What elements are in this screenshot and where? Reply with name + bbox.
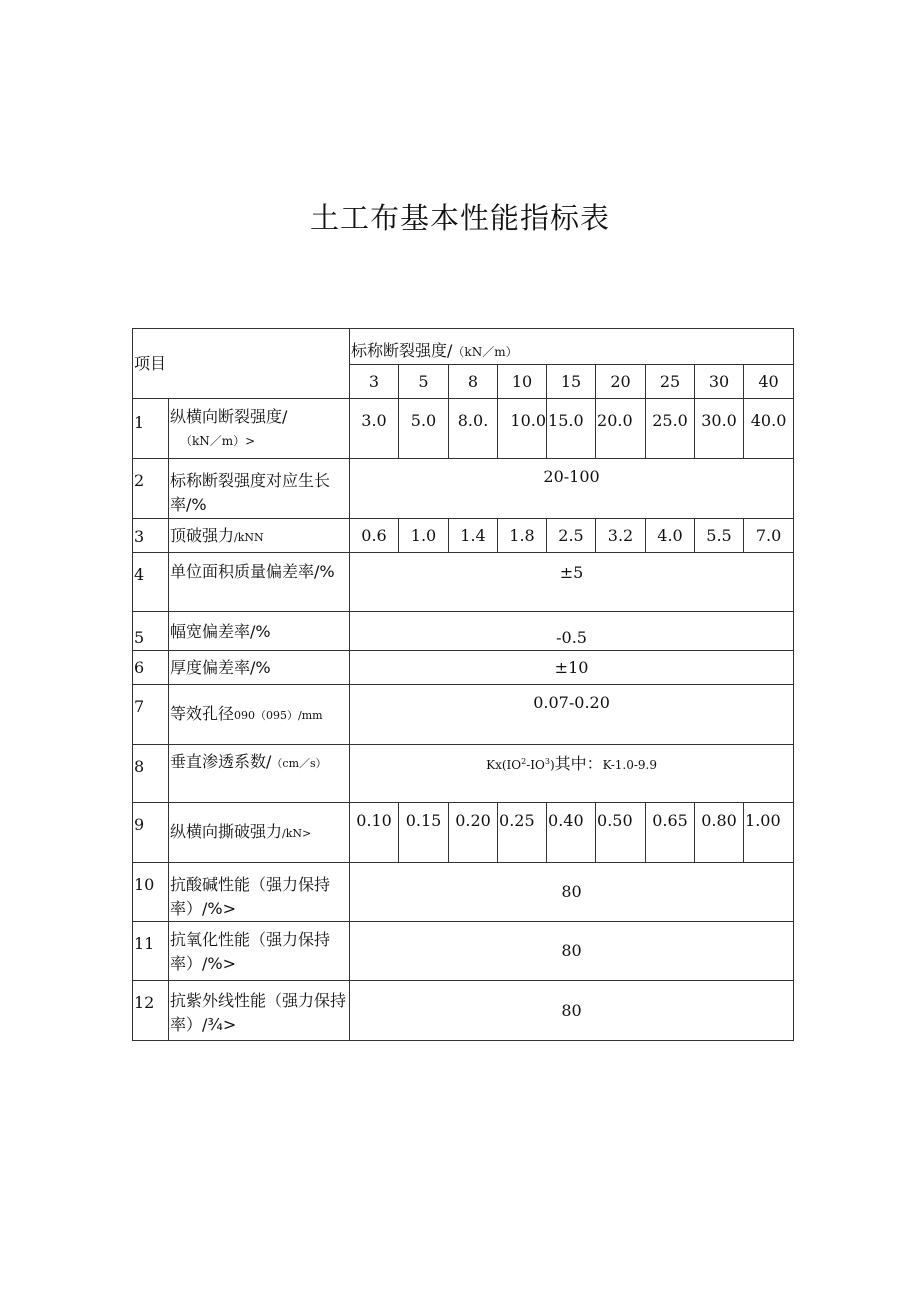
header-column: 10 — [498, 365, 547, 399]
row-value: 25.0 — [646, 399, 695, 459]
row-value: 80 — [350, 981, 794, 1041]
table-row — [133, 922, 794, 981]
row-index: 6 — [133, 651, 169, 685]
row-value: 40.0 — [744, 399, 794, 459]
row-index: 11 — [133, 922, 169, 981]
table-row — [133, 685, 794, 745]
row-value: 1.8 — [498, 519, 547, 553]
table-row — [133, 803, 794, 863]
row-name-unit: /kN> — [282, 827, 312, 840]
row-value: 8.0. — [449, 399, 498, 459]
row-value: -0.5 — [350, 612, 794, 651]
row-name-cell — [169, 519, 350, 553]
row-index: 5 — [133, 612, 169, 651]
row-name: 抗氧化性能（强力保持率）/%> — [169, 922, 350, 981]
row-index: 2 — [133, 459, 169, 519]
header-column: 25 — [646, 365, 695, 399]
table-row — [133, 745, 794, 803]
row-index: 12 — [133, 981, 169, 1041]
row-name-cell — [169, 399, 350, 459]
row-index: 10 — [133, 863, 169, 922]
row-name: 标称断裂强度对应生长率/% — [169, 459, 350, 519]
header-group-unit: （kN／m） — [452, 345, 518, 359]
header-column: 15 — [547, 365, 596, 399]
row-name: 纵横向撕破强力 — [170, 822, 283, 841]
table-row — [133, 519, 794, 553]
row-name-unit: （cm／s） — [271, 757, 327, 770]
row-index: 1 — [133, 399, 169, 459]
row-value: 0.15 — [399, 803, 449, 863]
row-value: 5.0 — [399, 399, 449, 459]
row-name: 垂直渗透系数/ — [170, 752, 272, 771]
row-value: 0.65 — [646, 803, 695, 863]
row-value: 20-100 — [350, 459, 794, 519]
header-column: 8 — [449, 365, 498, 399]
table-row — [133, 981, 794, 1041]
row-index: 4 — [133, 553, 169, 612]
header-column: 30 — [695, 365, 744, 399]
row-name: 幅宽偏差率/% — [169, 612, 350, 651]
row-value: 0.20 — [449, 803, 498, 863]
row-name: 顶破强力 — [170, 526, 235, 545]
row-value: ±10 — [350, 651, 794, 685]
header-item-cell — [133, 329, 350, 399]
table-row — [133, 459, 794, 519]
row-value-formula: $Kx(IO^2-IO^3)$ — [486, 757, 555, 772]
table-row — [133, 399, 794, 459]
row-name: 等效孔径 — [170, 704, 235, 723]
row-value: 0.80 — [695, 803, 744, 863]
spec-table — [132, 328, 794, 1041]
row-name-cell — [169, 685, 350, 745]
row-name-cell — [169, 745, 350, 803]
row-value: 0.25 — [498, 803, 547, 863]
row-value: 0.40 — [547, 803, 596, 863]
row-name-cell — [169, 803, 350, 863]
row-name: 单位面积质量偏差率/% — [169, 553, 350, 612]
row-name-unit: /kNN — [234, 531, 264, 544]
row-value: 30.0 — [695, 399, 744, 459]
row-index: 9 — [133, 803, 169, 863]
row-value-note: 其中： — [554, 754, 603, 773]
table-row — [133, 553, 794, 612]
header-column: 20 — [596, 365, 646, 399]
row-value: 3.0 — [350, 399, 399, 459]
row-value: 1.00 — [744, 803, 794, 863]
row-value: ±5 — [350, 553, 794, 612]
table-row — [133, 863, 794, 922]
row-name-unit: 090（095）/mm — [234, 709, 323, 722]
table-row — [133, 612, 794, 651]
header-item-label: 项目 — [134, 353, 167, 373]
row-name: 纵横向断裂强度/ — [170, 407, 288, 426]
header-group-cell — [350, 329, 794, 365]
page-title: 土工布基本性能指标表 — [309, 201, 610, 235]
header-group-label: 标称断裂强度/ — [351, 341, 453, 360]
header-column: 40 — [744, 365, 794, 399]
row-value: 10.0 — [498, 399, 547, 459]
row-value: 4.0 — [646, 519, 695, 553]
header-column: 3 — [350, 365, 399, 399]
row-value: 80 — [350, 863, 794, 922]
row-value: 1.4 — [449, 519, 498, 553]
row-value: 3.2 — [596, 519, 646, 553]
row-index: 3 — [133, 519, 169, 553]
row-name: 抗紫外线性能（强力保持率）/¾> — [169, 981, 350, 1041]
row-value: 1.0 — [399, 519, 449, 553]
row-value: 0.6 — [350, 519, 399, 553]
row-index: 7 — [133, 685, 169, 745]
row-name: 厚度偏差率/% — [169, 651, 350, 685]
row-value: 2.5 — [547, 519, 596, 553]
row-value: 20.0 — [596, 399, 646, 459]
table-row — [133, 651, 794, 685]
row-value: 0.10 — [350, 803, 399, 863]
row-value-range: K-1.0-9.9 — [602, 758, 658, 772]
row-value: 0.07-0.20 — [350, 685, 794, 745]
row-value: 80 — [350, 922, 794, 981]
row-name-unit: （kN／m）> — [180, 434, 256, 448]
row-value: 5.5 — [695, 519, 744, 553]
row-name: 抗酸碱性能（强力保持率）/%> — [169, 863, 350, 922]
row-value: 15.0 — [547, 399, 596, 459]
row-value: 0.50 — [596, 803, 646, 863]
row-value-cell — [350, 745, 794, 803]
row-value: 7.0 — [744, 519, 794, 553]
header-column: 5 — [399, 365, 449, 399]
row-index: 8 — [133, 745, 169, 803]
